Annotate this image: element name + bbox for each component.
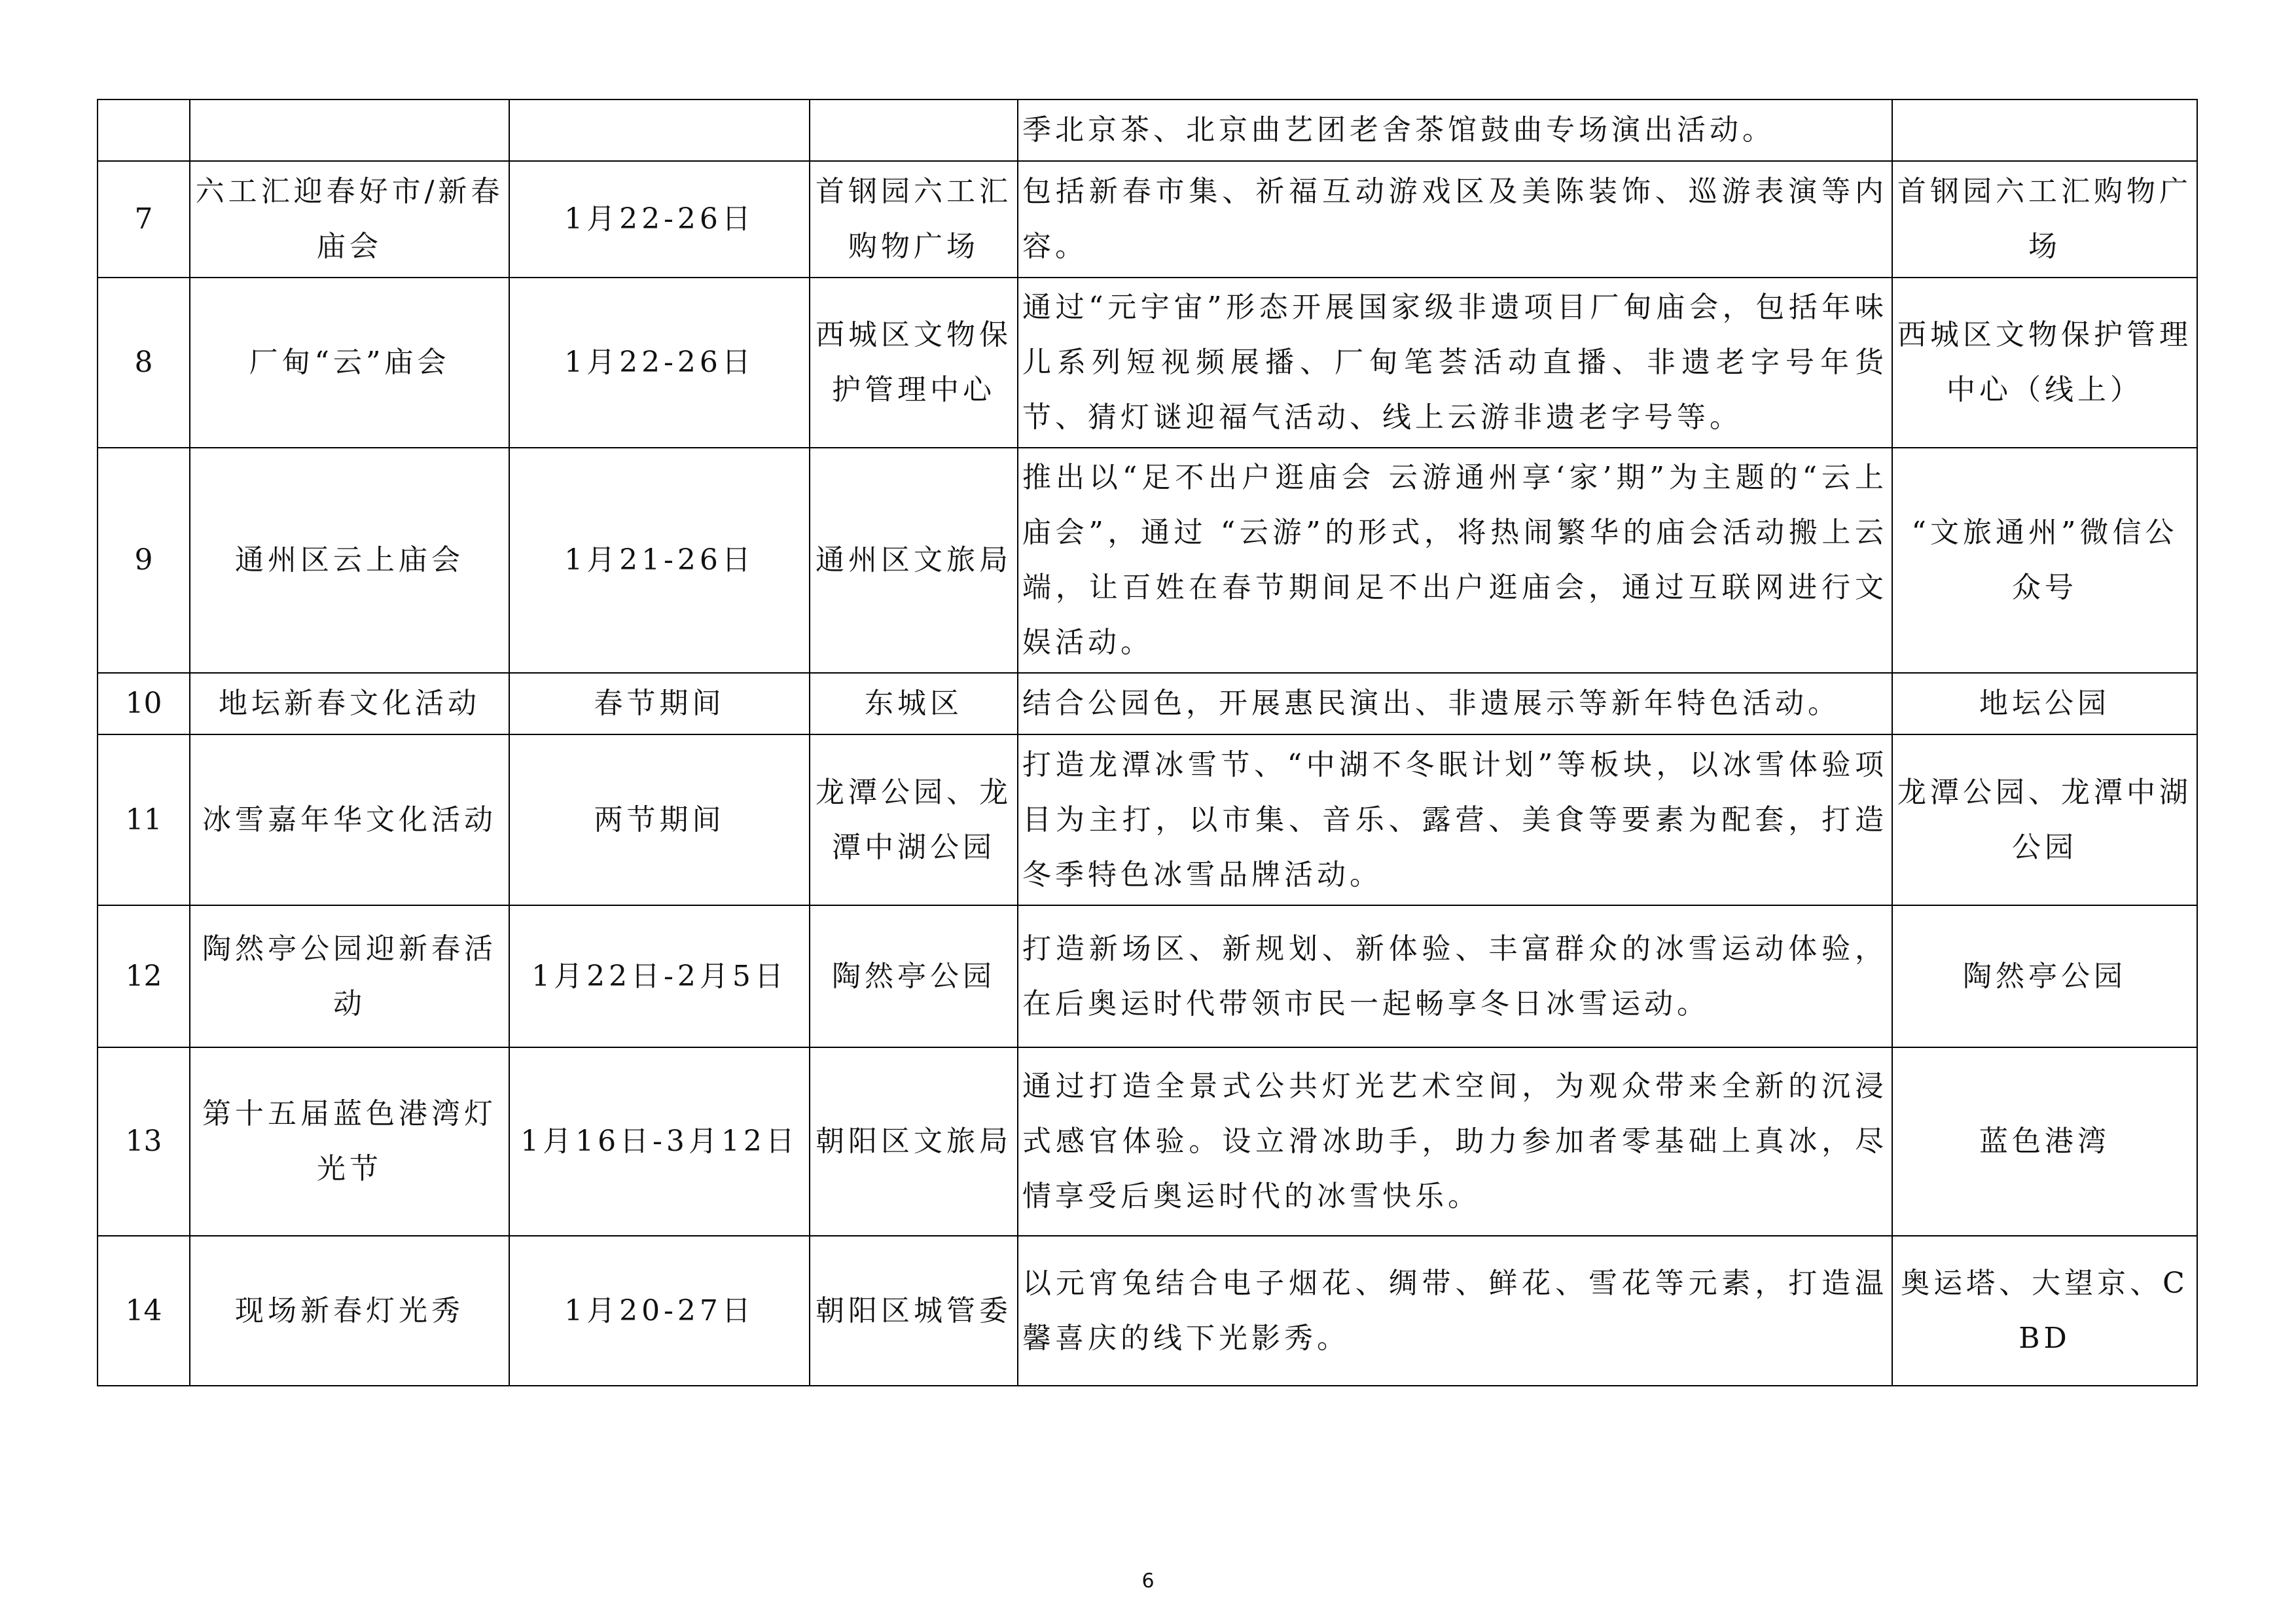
table-row [98,448,2197,673]
event-date: 1月22日-2月5日 [509,905,810,1047]
row-number: 13 [98,1047,190,1236]
table-row [98,905,2197,1047]
event-date: 春节期间 [509,673,810,734]
row-number: 7 [98,161,190,278]
event-venue: 西城区文物保护管理中心（线上） [1892,278,2197,448]
event-description: 结合公园色，开展惠民演出、非遗展示等新年特色活动。 [1018,673,1892,734]
event-venue: 陶然亭公园 [1892,905,2197,1047]
table-row [98,99,2197,161]
table-row [98,278,2197,448]
event-organizer [810,99,1018,161]
event-description: 以元宵兔结合电子烟花、绸带、鲜花、雪花等元素，打造温馨喜庆的线下光影秀。 [1018,1236,1892,1386]
event-venue: 地坛公园 [1892,673,2197,734]
event-organizer: 东城区 [810,673,1018,734]
event-name: 第十五届蓝色港湾灯光节 [190,1047,509,1236]
event-venue: 蓝色港湾 [1892,1047,2197,1236]
event-date: 1月22-26日 [509,161,810,278]
event-venue [1892,99,2197,161]
row-number: 10 [98,673,190,734]
event-name [190,99,509,161]
event-organizer: 朝阳区文旅局 [810,1047,1018,1236]
event-organizer: 西城区文物保护管理中心 [810,278,1018,448]
event-name: 现场新春灯光秀 [190,1236,509,1386]
row-number: 8 [98,278,190,448]
events-table [97,99,2198,1386]
event-date: 两节期间 [509,734,810,905]
event-description: 季北京茶、北京曲艺团老舍茶馆鼓曲专场演出活动。 [1018,99,1892,161]
table-row [98,1047,2197,1236]
row-number: 12 [98,905,190,1047]
event-description: 打造新场区、新规划、新体验、丰富群众的冰雪运动体验，在后奥运时代带领市民一起畅享冬日冰雪运动。 [1018,905,1892,1047]
row-number: 9 [98,448,190,673]
event-name: 陶然亭公园迎新春活动 [190,905,509,1047]
event-organizer: 通州区文旅局 [810,448,1018,673]
table-row [98,673,2197,734]
event-venue: 奥运塔、大望京、CBD [1892,1236,2197,1386]
table-row [98,161,2197,278]
event-venue: 首钢园六工汇购物广场 [1892,161,2197,278]
event-description: 通过“元宇宙”形态开展国家级非遗项目厂甸庙会，包括年味儿系列短视频展播、厂甸笔荟活动直播、非遗老字号年货节、猜灯谜迎福气活动、线上云游非遗老字号等。 [1018,278,1892,448]
row-number: 11 [98,734,190,905]
table-row [98,1236,2197,1386]
event-name: 通州区云上庙会 [190,448,509,673]
event-description: 打造龙潭冰雪节、“中湖不冬眠计划”等板块，以冰雪体验项目为主打，以市集、音乐、露营、美食等要素为配套，打造冬季特色冰雪品牌活动。 [1018,734,1892,905]
row-number [98,99,190,161]
event-date: 1月20-27日 [509,1236,810,1386]
event-organizer: 龙潭公园、龙潭中湖公园 [810,734,1018,905]
event-organizer: 陶然亭公园 [810,905,1018,1047]
event-venue: 龙潭公园、龙潭中湖公园 [1892,734,2197,905]
event-date: 1月16日-3月12日 [509,1047,810,1236]
event-name: 六工汇迎春好市/新春庙会 [190,161,509,278]
event-name: 厂甸“云”庙会 [190,278,509,448]
table-row [98,734,2197,905]
event-description: 通过打造全景式公共灯光艺术空间，为观众带来全新的沉浸式感官体验。设立滑冰助手，助力参加者零基础上真冰，尽情享受后奥运时代的冰雪快乐。 [1018,1047,1892,1236]
event-organizer: 朝阳区城管委 [810,1236,1018,1386]
event-date: 1月21-26日 [509,448,810,673]
page-number: 6 [1141,1570,1155,1593]
event-venue: “文旅通州”微信公众号 [1892,448,2197,673]
event-name: 地坛新春文化活动 [190,673,509,734]
event-date [509,99,810,161]
event-organizer: 首钢园六工汇购物广场 [810,161,1018,278]
event-name: 冰雪嘉年华文化活动 [190,734,509,905]
event-description: 包括新春市集、祈福互动游戏区及美陈装饰、巡游表演等内容。 [1018,161,1892,278]
event-date: 1月22-26日 [509,278,810,448]
event-description: 推出以“足不出户逛庙会 云游通州享‘家’期”为主题的“云上庙会”，通过 “云游”的形式，将热闹繁华的庙会活动搬上云端，让百姓在春节期间足不出户逛庙会，通过互联网进行文娱活动。 [1018,448,1892,673]
row-number: 14 [98,1236,190,1386]
